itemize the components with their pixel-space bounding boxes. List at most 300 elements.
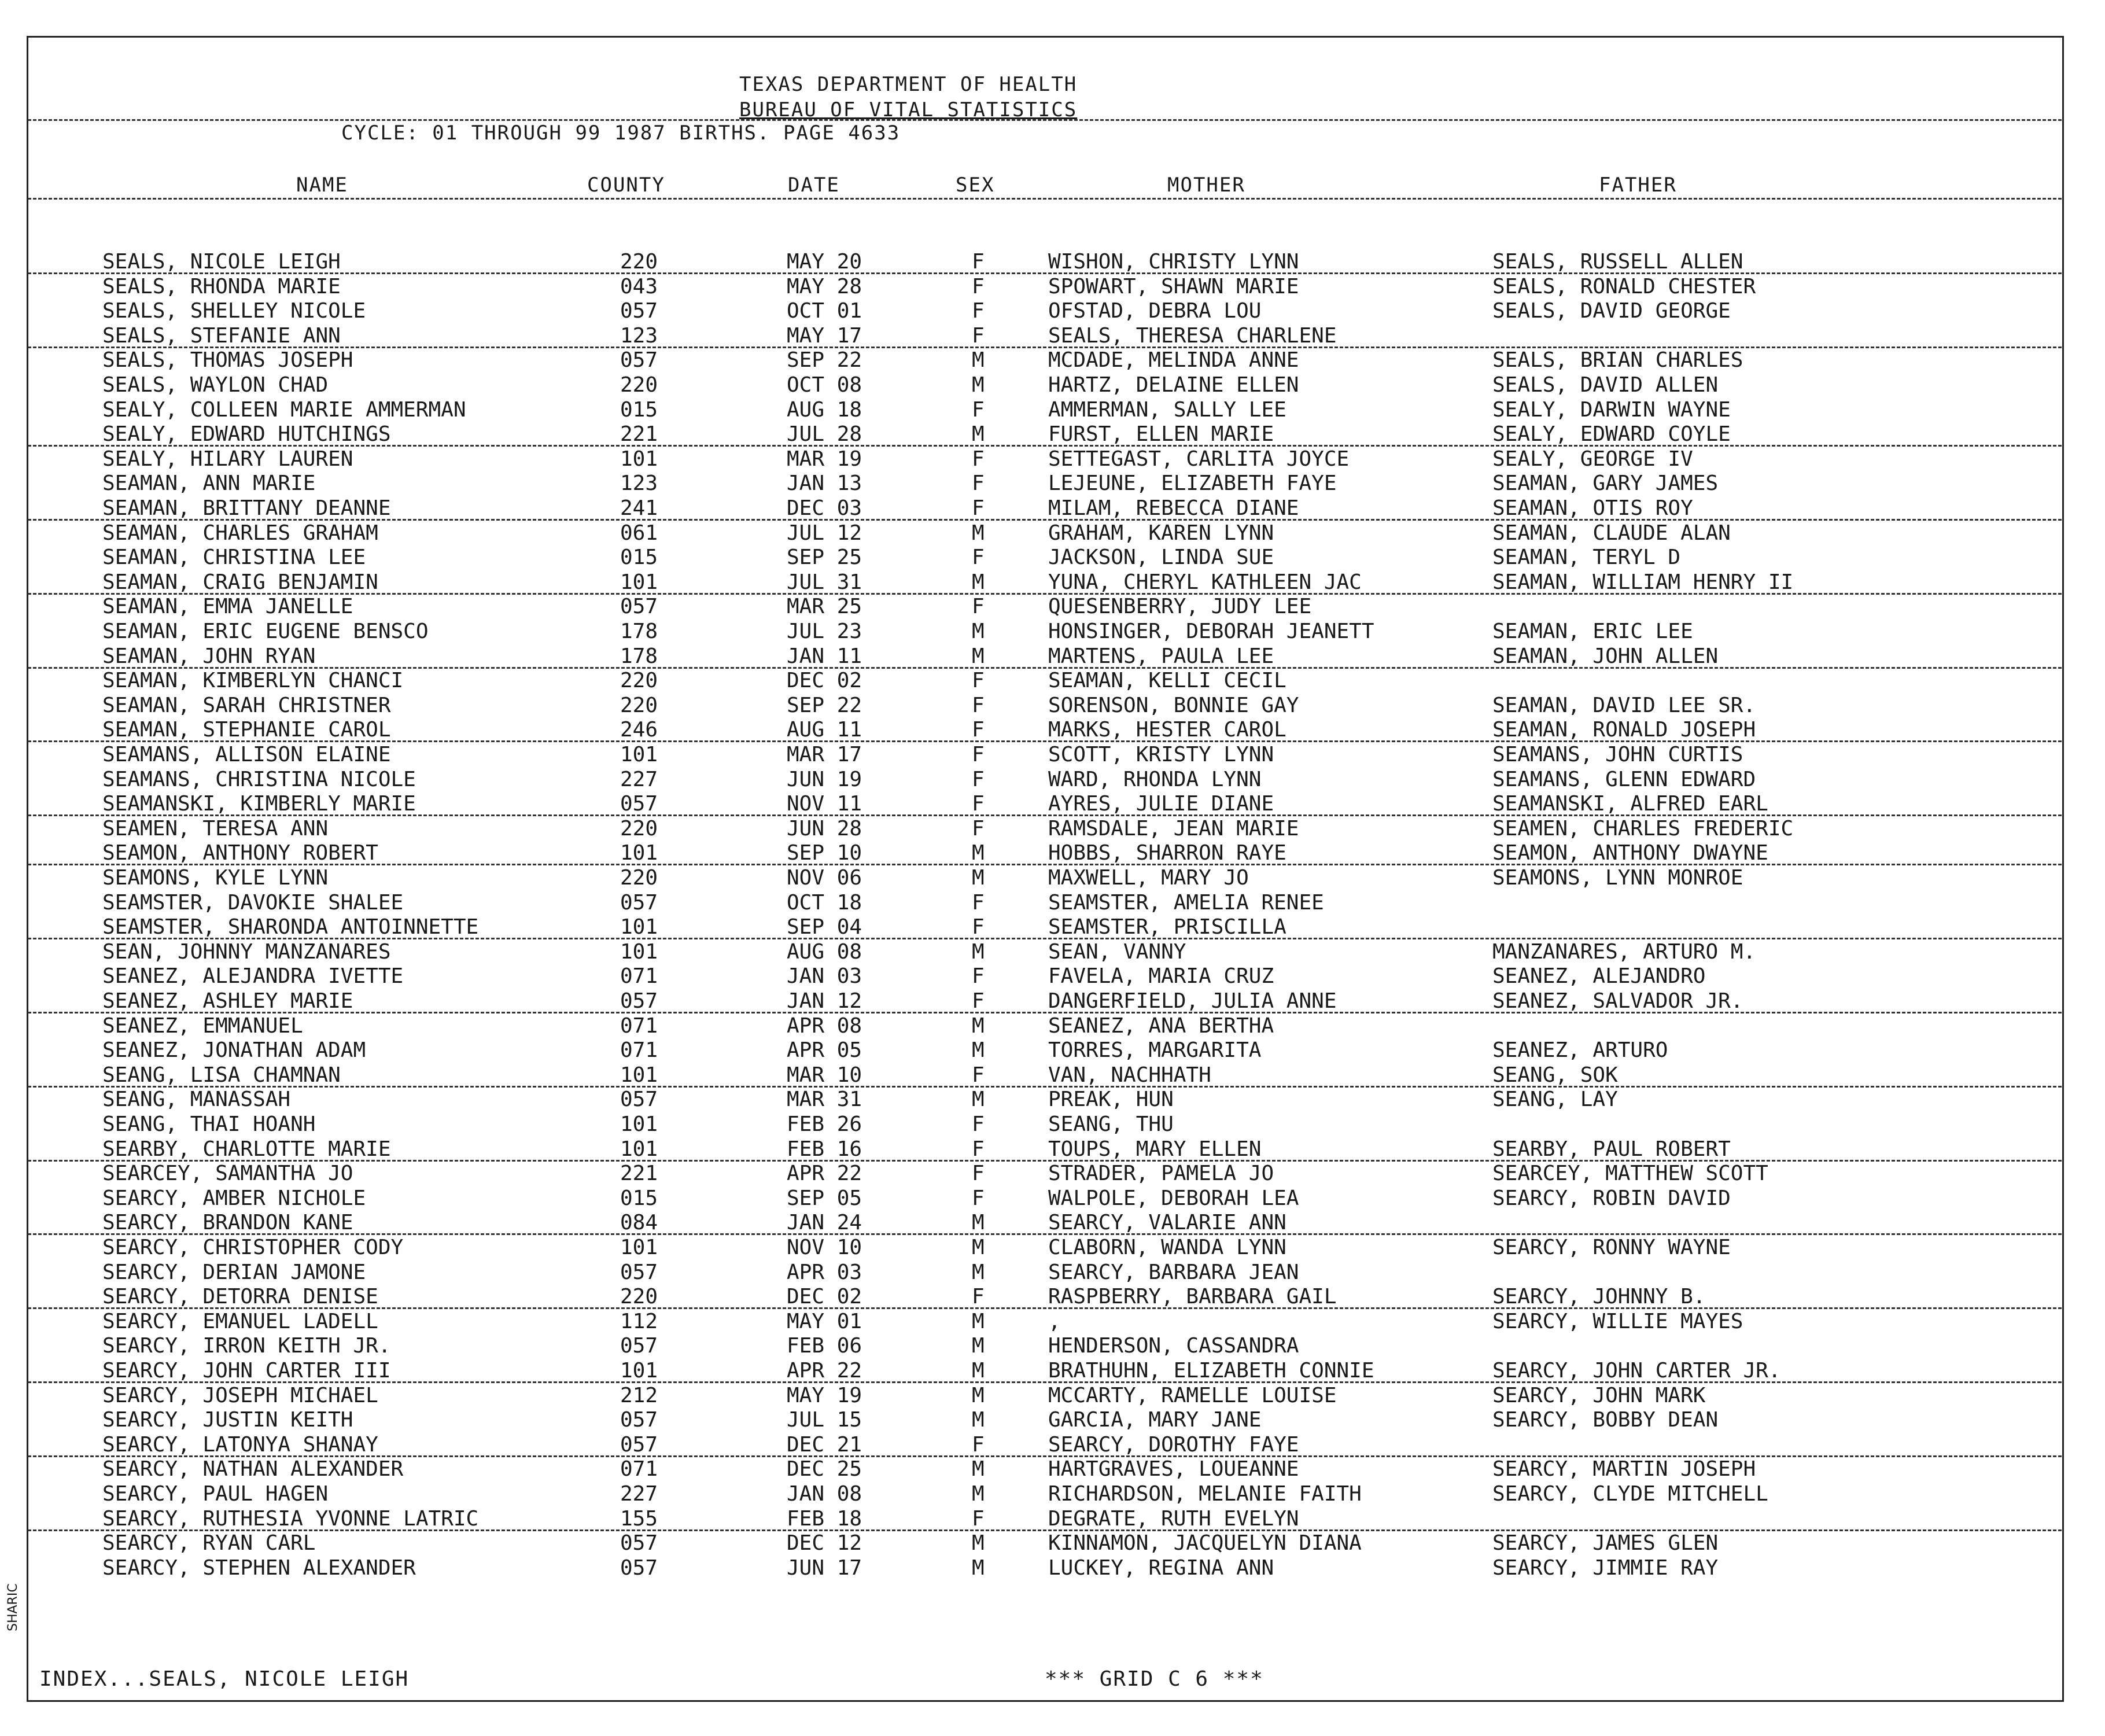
cell-sex: M xyxy=(972,1556,985,1580)
cell-father: SEAMONS, LYNN MONROE xyxy=(1492,866,1743,890)
cell-county: 221 xyxy=(620,1162,658,1186)
cell-father: SEAMAN, CLAUDE ALAN xyxy=(1492,521,1731,545)
table-row xyxy=(0,669,2105,693)
cell-mother: MCCARTY, RAMELLE LOUISE xyxy=(1048,1383,1337,1407)
cell-mother: SEARCY, DOROTHY FAYE xyxy=(1048,1432,1299,1457)
table-row xyxy=(0,1088,2105,1112)
cell-father: SEARCY, CLYDE MITCHELL xyxy=(1492,1482,1768,1506)
cell-county: 015 xyxy=(620,546,658,570)
cell-sex: F xyxy=(972,718,985,742)
table-row xyxy=(0,1531,2105,1556)
cell-father: SEANG, SOK xyxy=(1492,1063,1618,1087)
cell-sex: F xyxy=(972,1063,985,1087)
cell-mother: AYRES, JULIE DIANE xyxy=(1048,792,1274,816)
cell-name: SEANG, THAI HOANH xyxy=(102,1112,316,1136)
cell-sex: F xyxy=(972,743,985,766)
cell-county: 101 xyxy=(620,570,658,594)
cell-mother: MAXWELL, MARY JO xyxy=(1048,866,1249,890)
cell-mother: JACKSON, LINDA SUE xyxy=(1048,546,1274,570)
cell-name: SEAMANS, CHRISTINA NICOLE xyxy=(102,767,416,791)
cell-date: MAR 19 xyxy=(787,447,862,471)
cell-sex: F xyxy=(972,964,985,989)
cell-name: SEALS, WAYLON CHAD xyxy=(102,373,329,397)
cell-mother: OFSTAD, DEBRA LOU xyxy=(1048,299,1262,323)
cell-name: SEARCY, CHRISTOPHER CODY xyxy=(102,1236,404,1259)
cell-sex: M xyxy=(972,841,985,865)
cell-father: SEAMON, ANTHONY DWAYNE xyxy=(1492,841,1768,865)
table-row xyxy=(0,694,2105,718)
cell-sex: F xyxy=(972,546,985,570)
cell-county: 057 xyxy=(620,1334,658,1358)
cell-mother: VAN, NACHHATH xyxy=(1048,1063,1211,1087)
col-head-sex: SEX xyxy=(956,174,995,197)
cell-father: SEALY, GEORGE IV xyxy=(1492,447,1693,471)
table-row xyxy=(0,1310,2105,1334)
table-row xyxy=(0,1014,2105,1038)
cell-father: SEARBY, PAUL ROBERT xyxy=(1492,1137,1731,1161)
cell-name: SEAMAN, CHRISTINA LEE xyxy=(102,546,366,570)
cell-county: 071 xyxy=(620,1457,658,1481)
cell-mother: TORRES, MARGARITA xyxy=(1048,1038,1262,1063)
cell-sex: F xyxy=(972,767,985,791)
cell-father: SEARCY, JOHN CARTER JR. xyxy=(1492,1359,1781,1383)
cell-county: 084 xyxy=(620,1211,658,1235)
cell-county: 057 xyxy=(620,1408,658,1432)
cell-sex: F xyxy=(972,890,985,915)
cell-mother: SPOWART, SHAWN MARIE xyxy=(1048,274,1299,298)
cell-county: 220 xyxy=(620,1285,658,1309)
cell-date: JUL 15 xyxy=(787,1408,862,1432)
cell-sex: M xyxy=(972,570,985,594)
cell-name: SEANEZ, EMMANUEL xyxy=(102,1013,303,1038)
cell-mother: SETTEGAST, CARLITA JOYCE xyxy=(1048,447,1350,471)
cell-mother: DANGERFIELD, JULIA ANNE xyxy=(1048,989,1337,1013)
cell-sex: M xyxy=(972,1260,985,1284)
cell-county: 221 xyxy=(620,422,658,447)
cell-county: 178 xyxy=(620,644,658,668)
cell-mother: LEJEUNE, ELIZABETH FAYE xyxy=(1048,471,1337,496)
cell-county: 071 xyxy=(620,1013,658,1038)
table-row xyxy=(0,422,2105,447)
cell-father: SEAMAN, RONALD JOSEPH xyxy=(1492,718,1756,742)
cell-mother: STRADER, PAMELA JO xyxy=(1048,1162,1274,1186)
table-row xyxy=(0,1408,2105,1432)
cell-county: 101 xyxy=(620,1137,658,1161)
cell-date: DEC 02 xyxy=(787,1285,862,1309)
cell-county: 057 xyxy=(620,989,658,1013)
cell-sex: M xyxy=(972,1334,985,1358)
cell-name: SEANEZ, ASHLEY MARIE xyxy=(102,989,353,1013)
cell-mother: BRATHUHN, ELIZABETH CONNIE xyxy=(1048,1359,1374,1383)
col-head-date: DATE xyxy=(788,174,840,197)
cell-name: SEAMSTER, DAVOKIE SHALEE xyxy=(102,890,404,915)
footer-index: INDEX...SEALS, NICOLE LEIGH xyxy=(39,1667,410,1691)
table-row xyxy=(0,1384,2105,1408)
cell-date: SEP 22 xyxy=(787,693,862,717)
cell-father: SEANEZ, ALEJANDRO xyxy=(1492,964,1706,989)
table-row xyxy=(0,841,2105,865)
cell-sex: M xyxy=(972,939,985,964)
col-head-father: FATHER xyxy=(1599,174,1677,197)
cell-mother: FAVELA, MARIA CRUZ xyxy=(1048,964,1274,989)
cell-county: 212 xyxy=(620,1383,658,1407)
cycle-line: CYCLE: 01 THROUGH 99 1987 BIRTHS. PAGE 4633 xyxy=(341,121,901,145)
cell-mother: MARTENS, PAULA LEE xyxy=(1048,644,1274,668)
cell-mother: SEAMAN, KELLI CECIL xyxy=(1048,669,1286,693)
cell-sex: F xyxy=(972,595,985,619)
cell-father: SEAMAN, OTIS ROY xyxy=(1492,496,1693,520)
cell-father: SEAMANSKI, ALFRED EARL xyxy=(1492,792,1768,816)
cell-name: SEARCY, NATHAN ALEXANDER xyxy=(102,1457,404,1481)
cell-sex: F xyxy=(972,471,985,496)
cell-name: SEANEZ, JONATHAN ADAM xyxy=(102,1038,366,1063)
table-row xyxy=(0,299,2105,323)
cell-sex: M xyxy=(972,866,985,890)
cell-date: MAY 28 xyxy=(787,274,862,298)
cell-name: SEARCY, RUTHESIA YVONNE LATRIC xyxy=(102,1506,479,1531)
cell-name: SEAMONS, KYLE LYNN xyxy=(102,866,329,890)
cell-father: SEALS, RUSSELL ALLEN xyxy=(1492,250,1743,274)
table-row xyxy=(0,447,2105,471)
col-head-name: NAME xyxy=(296,174,348,197)
cell-father: SEARCY, JIMMIE RAY xyxy=(1492,1556,1719,1580)
cell-name: SEARCEY, SAMANTHA JO xyxy=(102,1162,353,1186)
cell-mother: WARD, RHONDA LYNN xyxy=(1048,767,1262,791)
cell-date: NOV 10 xyxy=(787,1236,862,1259)
cell-mother: SEALS, THERESA CHARLENE xyxy=(1048,323,1337,348)
cell-date: SEP 25 xyxy=(787,546,862,570)
cell-date: JUL 23 xyxy=(787,620,862,643)
cell-county: 246 xyxy=(620,718,658,742)
cell-date: FEB 06 xyxy=(787,1334,862,1358)
cell-sex: M xyxy=(972,1236,985,1259)
cell-date: OCT 08 xyxy=(787,373,862,397)
table-row xyxy=(0,1285,2105,1309)
cell-sex: M xyxy=(972,1531,985,1556)
cell-name: SEAMANS, ALLISON ELAINE xyxy=(102,743,391,766)
cell-father: SEANEZ, SALVADOR JR. xyxy=(1492,989,1743,1013)
cell-mother: CLABORN, WANDA LYNN xyxy=(1048,1236,1286,1259)
cell-county: 227 xyxy=(620,767,658,791)
cell-sex: F xyxy=(972,792,985,816)
cell-mother: PREAK, HUN xyxy=(1048,1088,1174,1112)
cell-date: JAN 11 xyxy=(787,644,862,668)
cell-name: SEAMAN, SARAH CHRISTNER xyxy=(102,693,391,717)
cell-county: 071 xyxy=(620,1038,658,1063)
table-row xyxy=(0,1507,2105,1531)
cell-date: DEC 03 xyxy=(787,496,862,520)
table-row xyxy=(0,471,2105,496)
cell-name: SEALY, HILARY LAUREN xyxy=(102,447,353,471)
cell-county: 101 xyxy=(620,447,658,471)
cell-father: SEAMAN, TERYL D xyxy=(1492,546,1681,570)
cell-name: SEARCY, JOHN CARTER III xyxy=(102,1359,391,1383)
cell-sex: M xyxy=(972,1408,985,1432)
side-tag: SHARIC xyxy=(6,1583,20,1631)
header-rule-top xyxy=(28,119,2062,121)
cell-name: SEAMANSKI, KIMBERLY MARIE xyxy=(102,792,416,816)
cell-mother: SEAMSTER, AMELIA RENEE xyxy=(1048,890,1324,915)
cell-date: JAN 08 xyxy=(787,1482,862,1506)
cell-name: SEARCY, LATONYA SHANAY xyxy=(102,1432,378,1457)
table-row xyxy=(0,496,2105,521)
cell-date: APR 22 xyxy=(787,1162,862,1186)
cell-county: 241 xyxy=(620,496,658,520)
cell-name: SEALS, RHONDA MARIE xyxy=(102,274,341,298)
table-row xyxy=(0,250,2105,274)
table-row xyxy=(0,1137,2105,1162)
cell-date: MAR 10 xyxy=(787,1063,862,1087)
cell-sex: M xyxy=(972,1309,985,1333)
cell-father: SEAMAN, GARY JAMES xyxy=(1492,471,1719,496)
cell-father: SEARCY, JOHN MARK xyxy=(1492,1383,1706,1407)
cell-sex: F xyxy=(972,915,985,939)
cell-father: SEANEZ, ARTURO xyxy=(1492,1038,1668,1063)
cell-father: SEAMEN, CHARLES FREDERIC xyxy=(1492,816,1794,841)
cell-name: SEALY, COLLEEN MARIE AMMERMAN xyxy=(102,397,466,422)
cell-sex: M xyxy=(972,1457,985,1481)
cell-date: FEB 18 xyxy=(787,1506,862,1531)
table-row xyxy=(0,1038,2105,1063)
cell-mother: FURST, ELLEN MARIE xyxy=(1048,422,1274,447)
column-header-rule xyxy=(28,198,2062,200)
cell-county: 057 xyxy=(620,1432,658,1457)
cell-mother: GARCIA, MARY JANE xyxy=(1048,1408,1262,1432)
cell-mother: SEAMSTER, PRISCILLA xyxy=(1048,915,1286,939)
cell-date: OCT 18 xyxy=(787,890,862,915)
cell-county: 220 xyxy=(620,816,658,841)
cell-sex: M xyxy=(972,620,985,643)
cell-father: SEARCY, WILLIE MAYES xyxy=(1492,1309,1743,1333)
cell-name: SEALS, THOMAS JOSEPH xyxy=(102,348,353,373)
cell-name: SEALS, SHELLEY NICOLE xyxy=(102,299,366,323)
table-row xyxy=(0,521,2105,546)
cell-name: SEALY, EDWARD HUTCHINGS xyxy=(102,422,391,447)
cell-sex: M xyxy=(972,1482,985,1506)
cell-date: SEP 04 xyxy=(787,915,862,939)
cell-name: SEAMAN, ANN MARIE xyxy=(102,471,316,496)
cell-date: AUG 08 xyxy=(787,939,862,964)
table-row xyxy=(0,275,2105,299)
cell-name: SEAN, JOHNNY MANZANARES xyxy=(102,939,391,964)
cell-county: 057 xyxy=(620,1531,658,1556)
cell-county: 061 xyxy=(620,521,658,545)
cell-sex: F xyxy=(972,250,985,274)
cell-county: 220 xyxy=(620,866,658,890)
cell-father: SEARCY, ROBIN DAVID xyxy=(1492,1186,1731,1210)
cell-name: SEARCY, DETORRA DENISE xyxy=(102,1285,378,1309)
cell-sex: M xyxy=(972,373,985,397)
cell-name: SEARBY, CHARLOTTE MARIE xyxy=(102,1137,391,1161)
cell-father: SEALS, DAVID ALLEN xyxy=(1492,373,1719,397)
cell-father: SEAMANS, GLENN EDWARD xyxy=(1492,767,1756,791)
cell-name: SEAMON, ANTHONY ROBERT xyxy=(102,841,378,865)
table-row xyxy=(0,1433,2105,1457)
cell-name: SEARCY, BRANDON KANE xyxy=(102,1211,353,1235)
cell-sex: F xyxy=(972,1285,985,1309)
cell-sex: F xyxy=(972,299,985,323)
cell-sex: F xyxy=(972,1186,985,1210)
header-line2: BUREAU OF VITAL STATISTICS xyxy=(739,98,1078,121)
table-row xyxy=(0,1162,2105,1186)
cell-sex: M xyxy=(972,422,985,447)
cell-mother: SEANEZ, ANA BERTHA xyxy=(1048,1013,1274,1038)
cell-father: MANZANARES, ARTURO M. xyxy=(1492,939,1756,964)
cell-county: 178 xyxy=(620,620,658,643)
cell-county: 220 xyxy=(620,669,658,693)
cell-name: SEANEZ, ALEJANDRA IVETTE xyxy=(102,964,404,989)
cell-sex: F xyxy=(972,1432,985,1457)
cell-mother: SEARCY, BARBARA JEAN xyxy=(1048,1260,1299,1284)
cell-date: DEC 21 xyxy=(787,1432,862,1457)
cell-county: 123 xyxy=(620,323,658,348)
cell-date: FEB 26 xyxy=(787,1112,862,1136)
table-row xyxy=(0,324,2105,348)
cell-county: 057 xyxy=(620,792,658,816)
cell-sex: F xyxy=(972,989,985,1013)
cell-county: 101 xyxy=(620,915,658,939)
cell-county: 220 xyxy=(620,693,658,717)
cell-name: SEAMAN, STEPHANIE CAROL xyxy=(102,718,391,742)
cell-date: SEP 10 xyxy=(787,841,862,865)
cell-county: 057 xyxy=(620,890,658,915)
table-row xyxy=(0,348,2105,373)
col-head-county: COUNTY xyxy=(587,174,665,197)
cell-mother: QUESENBERRY, JUDY LEE xyxy=(1048,595,1312,619)
cell-father: SEAMANS, JOHN CURTIS xyxy=(1492,743,1743,766)
table-row xyxy=(0,1211,2105,1235)
cell-mother: YUNA, CHERYL KATHLEEN JAC xyxy=(1048,570,1362,594)
cell-mother: HARTZ, DELAINE ELLEN xyxy=(1048,373,1299,397)
cell-name: SEARCY, AMBER NICHOLE xyxy=(102,1186,366,1210)
cell-name: SEAMAN, BRITTANY DEANNE xyxy=(102,496,391,520)
cell-county: 015 xyxy=(620,397,658,422)
table-row xyxy=(0,1334,2105,1358)
cell-county: 227 xyxy=(620,1482,658,1506)
cell-mother: KINNAMON, JACQUELYN DIANA xyxy=(1048,1531,1362,1556)
cell-mother: SEAN, VANNY xyxy=(1048,939,1186,964)
cell-father: SEARCY, JAMES GLEN xyxy=(1492,1531,1719,1556)
cell-county: 101 xyxy=(620,939,658,964)
cell-county: 220 xyxy=(620,250,658,274)
cell-date: JUL 31 xyxy=(787,570,862,594)
cell-sex: M xyxy=(972,348,985,373)
cell-name: SEAMAN, CHARLES GRAHAM xyxy=(102,521,378,545)
cell-county: 057 xyxy=(620,299,658,323)
cell-county: 101 xyxy=(620,1236,658,1259)
cell-name: SEARCY, PAUL HAGEN xyxy=(102,1482,329,1506)
cell-mother: , xyxy=(1048,1309,1061,1333)
cell-sex: F xyxy=(972,397,985,422)
table-row xyxy=(0,1359,2105,1383)
cell-sex: F xyxy=(972,1112,985,1136)
table-row xyxy=(0,1186,2105,1211)
cell-county: 057 xyxy=(620,595,658,619)
cell-date: JUL 28 xyxy=(787,422,862,447)
cell-county: 101 xyxy=(620,743,658,766)
cell-date: MAR 31 xyxy=(787,1088,862,1112)
cell-sex: F xyxy=(972,669,985,693)
cell-mother: MCDADE, MELINDA ANNE xyxy=(1048,348,1299,373)
cell-mother: HARTGRAVES, LOUEANNE xyxy=(1048,1457,1299,1481)
cell-sex: F xyxy=(972,1506,985,1531)
cell-sex: M xyxy=(972,1088,985,1112)
cell-name: SEAMEN, TERESA ANN xyxy=(102,816,329,841)
cell-county: 043 xyxy=(620,274,658,298)
cell-date: JUN 28 xyxy=(787,816,862,841)
cell-sex: M xyxy=(972,1359,985,1383)
cell-date: JUL 12 xyxy=(787,521,862,545)
cell-mother: WALPOLE, DEBORAH LEA xyxy=(1048,1186,1299,1210)
table-row xyxy=(0,940,2105,964)
cell-sex: F xyxy=(972,274,985,298)
table-row xyxy=(0,398,2105,422)
cell-name: SEARCY, RYAN CARL xyxy=(102,1531,316,1556)
cell-father: SEALS, RONALD CHESTER xyxy=(1492,274,1756,298)
cell-father: SEAMAN, WILLIAM HENRY II xyxy=(1492,570,1794,594)
cell-sex: F xyxy=(972,1137,985,1161)
cell-name: SEALS, NICOLE LEIGH xyxy=(102,250,341,274)
cell-mother: DEGRATE, RUTH EVELYN xyxy=(1048,1506,1299,1531)
cell-mother: TOUPS, MARY ELLEN xyxy=(1048,1137,1262,1161)
table-row xyxy=(0,1063,2105,1088)
cell-date: AUG 18 xyxy=(787,397,862,422)
cell-name: SEAMSTER, SHARONDA ANTOINNETTE xyxy=(102,915,479,939)
cell-date: JAN 24 xyxy=(787,1211,862,1235)
cell-mother: HOBBS, SHARRON RAYE xyxy=(1048,841,1286,865)
table-row xyxy=(0,1457,2105,1481)
cell-father: SEARCY, BOBBY DEAN xyxy=(1492,1408,1719,1432)
table-row xyxy=(0,718,2105,742)
cell-name: SEARCY, JOSEPH MICHAEL xyxy=(102,1383,378,1407)
table-row xyxy=(0,373,2105,397)
cell-date: AUG 11 xyxy=(787,718,862,742)
table-row xyxy=(0,866,2105,890)
table-row xyxy=(0,1556,2105,1580)
cell-mother: MARKS, HESTER CAROL xyxy=(1048,718,1286,742)
table-row xyxy=(0,792,2105,816)
cell-name: SEANG, MANASSAH xyxy=(102,1088,291,1112)
cell-date: APR 03 xyxy=(787,1260,862,1284)
cell-date: OCT 01 xyxy=(787,299,862,323)
cell-sex: F xyxy=(972,496,985,520)
cell-date: JAN 13 xyxy=(787,471,862,496)
cell-county: 112 xyxy=(620,1309,658,1333)
cell-father: SEAMAN, DAVID LEE SR. xyxy=(1492,693,1756,717)
cell-name: SEALS, STEFANIE ANN xyxy=(102,323,341,348)
cell-county: 101 xyxy=(620,1359,658,1383)
cell-sex: F xyxy=(972,1162,985,1186)
cell-date: APR 22 xyxy=(787,1359,862,1383)
cell-sex: M xyxy=(972,1038,985,1063)
cell-mother: RAMSDALE, JEAN MARIE xyxy=(1048,816,1299,841)
cell-sex: M xyxy=(972,1211,985,1235)
cell-mother: LUCKEY, REGINA ANN xyxy=(1048,1556,1274,1580)
table-row xyxy=(0,1236,2105,1260)
cell-mother: SORENSON, BONNIE GAY xyxy=(1048,693,1299,717)
cell-father: SEARCY, JOHNNY B. xyxy=(1492,1285,1706,1309)
cell-date: JAN 03 xyxy=(787,964,862,989)
table-row xyxy=(0,1482,2105,1506)
cell-sex: F xyxy=(972,447,985,471)
cell-county: 015 xyxy=(620,1186,658,1210)
cell-mother: HONSINGER, DEBORAH JEANETT xyxy=(1048,620,1374,643)
cell-name: SEARCY, JUSTIN KEITH xyxy=(102,1408,353,1432)
cell-name: SEARCY, STEPHEN ALEXANDER xyxy=(102,1556,416,1580)
table-row xyxy=(0,570,2105,595)
cell-county: 057 xyxy=(620,348,658,373)
cell-father: SEAMAN, JOHN ALLEN xyxy=(1492,644,1719,668)
